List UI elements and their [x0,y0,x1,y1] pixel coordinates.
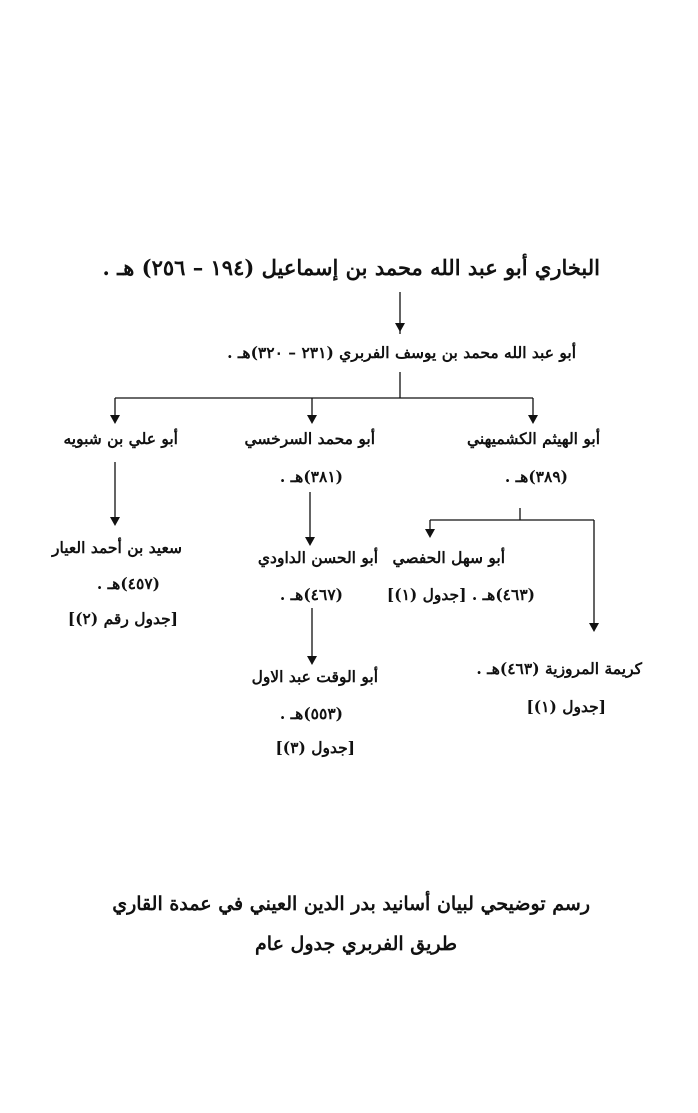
node-sarakhsi-name: أبو محمد السرخسي [244,429,375,448]
node-sarakhsi-date: (٣٨١)هـ . [279,467,343,486]
node-dawudi-date: (٤٦٧)هـ . [279,585,343,604]
node-firabri: أبو عبد الله محمد بن يوسف الفربري (٢٣١ – ٣٢٠)هـ . [227,343,576,362]
node-ayyar-name: سعيد بن أحمد العيار [52,538,182,557]
node-dawudi-name: أبو الحسن الداودي [257,548,378,567]
node-root: البخاري أبو عبد الله محمد بن إسماعيل (١٩٤ – ٢٥٦) هـ . [102,255,600,280]
node-ayyar-date: (٤٥٧)هـ . [96,574,160,593]
node-kushmihani-date: (٣٨٩)هـ . [504,467,568,486]
node-shabawayh-name: أبو علي بن شبويه [63,429,178,448]
caption-line-1: رسم توضيحي لبيان أسانيد بدر الدين العيني في عمدة القاري [112,893,590,915]
node-kushmihani-name: أبو الهيثم الكشميهني [466,429,600,448]
node-karima-ref: [جدول (١)] [526,697,606,716]
node-waqt-name: أبو الوقت عبد الاول [251,667,378,686]
node-hafsi-date: (٤٦٣)هـ . [جدول (١)] [386,585,535,604]
node-waqt-date: (٥٥٣)هـ . [279,704,343,723]
node-ayyar-ref: [جدول رقم (٢)] [67,609,178,628]
node-hafsi-name: أبو سهل الحفصي [392,548,505,567]
caption-line-2: طريق الفربري جدول عام [255,933,457,955]
node-karima-name: كريمة المروزية (٤٦٣)هـ . [476,659,642,678]
node-waqt-ref: [جدول (٣)] [275,738,355,757]
